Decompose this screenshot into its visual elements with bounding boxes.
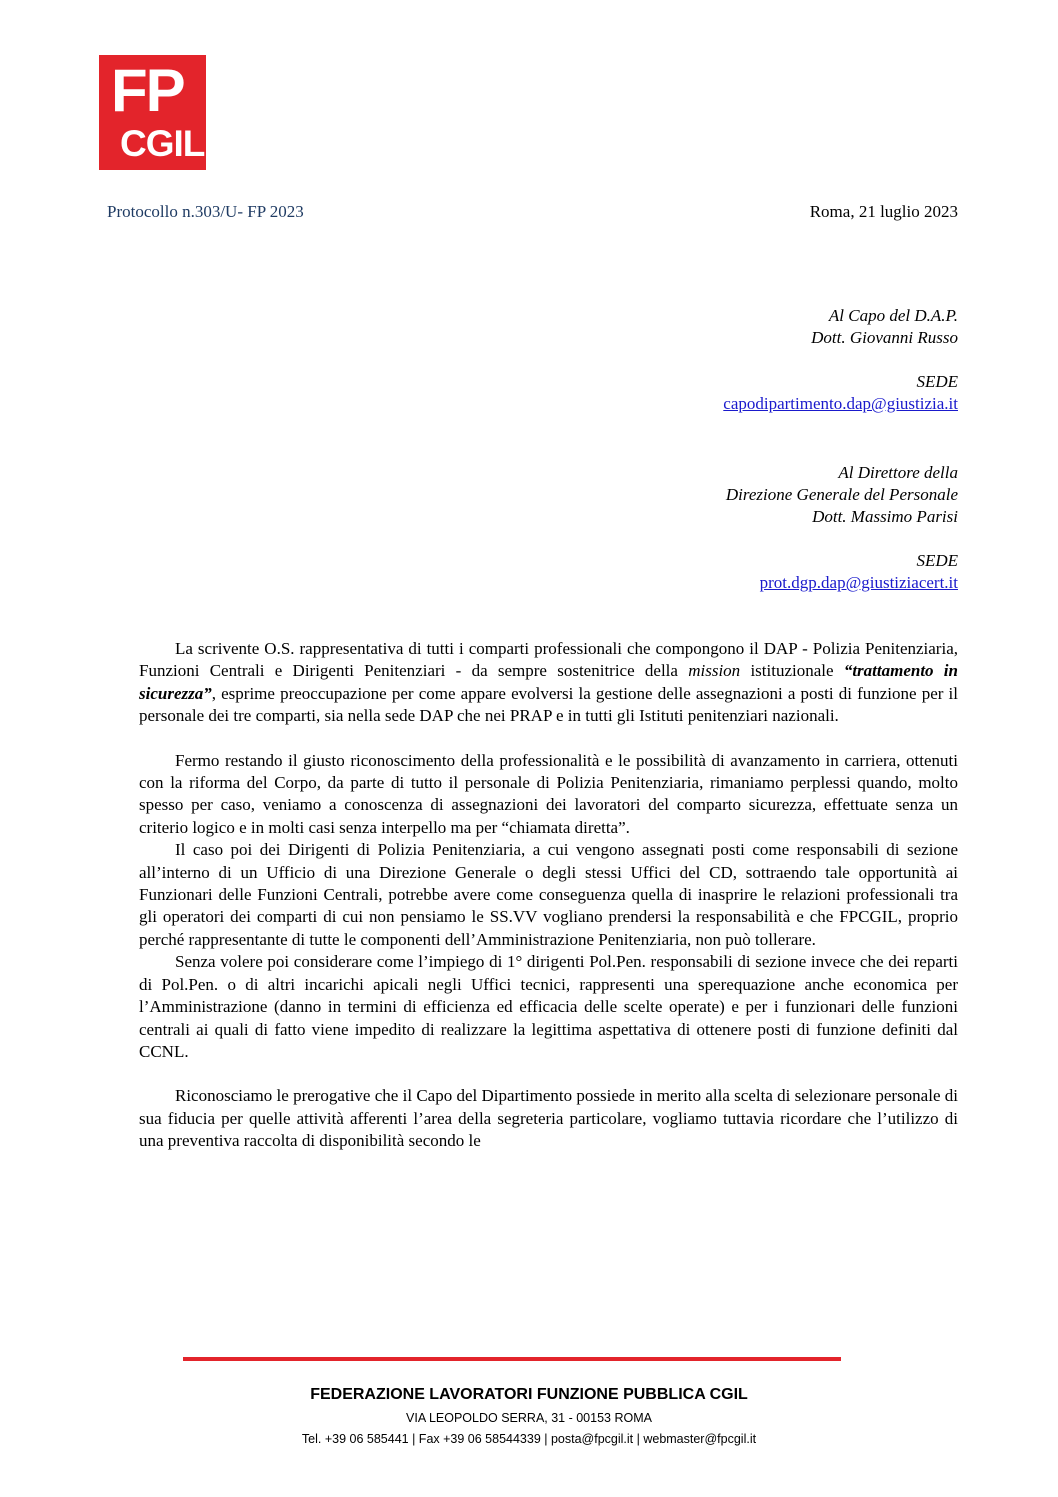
logo-line-1: FP: [111, 57, 184, 124]
recipient-2-line-3: Dott. Massimo Parisi: [812, 507, 958, 526]
paragraph-5: Riconosciamo le prerogative che il Capo del Dipartimento possiede in merito alla scelta di selezionare personale di sua fiducia per quelle attività afferenti l’area della segreteria particolare, vogliamo tuttavia ricordare che l’utilizzo di una preventiva raccolta di disponibilità secondo le: [139, 1086, 958, 1151]
recipient-1-line-1: Al Capo del D.A.P.: [828, 306, 958, 325]
paragraph-3: Il caso poi dei Dirigenti di Polizia Penitenziaria, a cui vengono assegnati posti come responsabili di sezione all’interno di un Ufficio di una Direzione Generale o degli stessi Uffici del CD, sottraendo tale opportunità ai Funzionari delle Funzioni Centrali, potrebbe avere come conseguenza quella di inasprire le relazioni professionali tra gli operatori dei comparti di cui non pensiamo le SS.VV vogliano prendersi la responsabilità e che FPCGIL, proprio perché rappresentante di tutte le componenti dell’Amministrazione Penitenziaria, non può tollerare.: [139, 840, 958, 949]
recipient-1-sede: SEDE: [916, 372, 958, 391]
recipient-2-line-1: Al Direttore della: [838, 463, 958, 482]
paragraph-2: Fermo restando il giusto riconoscimento della professionalità e le possibilità di avanzamento in carriera, ottenuti con la riforma del Corpo, da parte di tutto il personale di Polizia Penitenziaria, rimaniamo perplessi quando, molto spesso per caso, veniamo a conoscenza di assegnazioni dei lavoratori del comparto sicurezza, effettuate senza un criterio logico e in molti casi senza interpello ma per “chiamata diretta”.: [139, 750, 958, 837]
recipient-2-line-2: Direzione Generale del Personale: [725, 485, 958, 504]
paragraph-4: Senza volere poi considerare come l’impiego di 1° dirigenti Pol.Pen. responsabili di sezione invece che dei reparti di Pol.Pen. o di altri incarichi apicali negli Uffici tecnici, rappresenti una sperequazione anche economica per l’Amministrazione (danno in termini di efficienza ed efficacia delle scelte operate) e per i funzionari delle funzioni centrali ai quali di fatto viene impedito di realizzare la legittima aspettativa di ottenere posti di funzione definiti dal CCNL.: [139, 952, 958, 1061]
recipient-block-1: [723, 305, 958, 415]
letter-date: Roma, 21 luglio 2023: [809, 202, 958, 221]
footer-address: VIA LEOPOLDO SERRA, 31 - 00153 ROMA: [406, 1411, 652, 1425]
recipient-1-line-2: Dott. Giovanni Russo: [811, 328, 958, 347]
paragraph-1-part-a: La scrivente O.S. rappresentativa di tutti i comparti professionali che compongono il DAP - Polizia Penitenziaria, Funzioni Centrali e Dirigenti Penitenziari - da sempre sostenitrice della: [139, 639, 958, 681]
footer-divider: [183, 1357, 841, 1361]
letter-body: [139, 638, 958, 1153]
paragraph-1: [139, 638, 958, 728]
footer-contacts: Tel. +39 06 585441 | Fax +39 06 58544339 | posta@fpcgil.it | webmaster@fpcgil.it: [301, 1432, 757, 1446]
paragraph-1-part-c: , esprime preoccupazione per come appare evolversi la gestione delle assegnazioni a posti di funzione per il personale dei tre comparti, sia nella sede DAP che nei PRAP e in tutti gli Istituti penitenziari nazionali.: [139, 683, 958, 726]
recipient-2-email-link[interactable]: prot.dgp.dap@giustiziacert.it: [759, 573, 958, 592]
recipient-block-2: [726, 462, 958, 594]
paragraph-1-quote: “trattamento in sicurezza”: [139, 661, 958, 703]
recipient-1-email-link[interactable]: capodipartimento.dap@giustizia.it: [723, 394, 958, 413]
paragraph-1-part-b: istituzionale: [740, 661, 844, 681]
logo-line-2: CGIL: [120, 123, 205, 164]
protocol-number: Protocollo n.303/U- FP 2023: [107, 202, 304, 221]
footer-organization: FEDERAZIONE LAVORATORI FUNZIONE PUBBLICA CGIL: [310, 1386, 748, 1403]
fp-cgil-logo: [99, 55, 206, 170]
paragraph-1-mission: mission: [688, 661, 741, 681]
recipient-2-sede: SEDE: [916, 551, 958, 570]
